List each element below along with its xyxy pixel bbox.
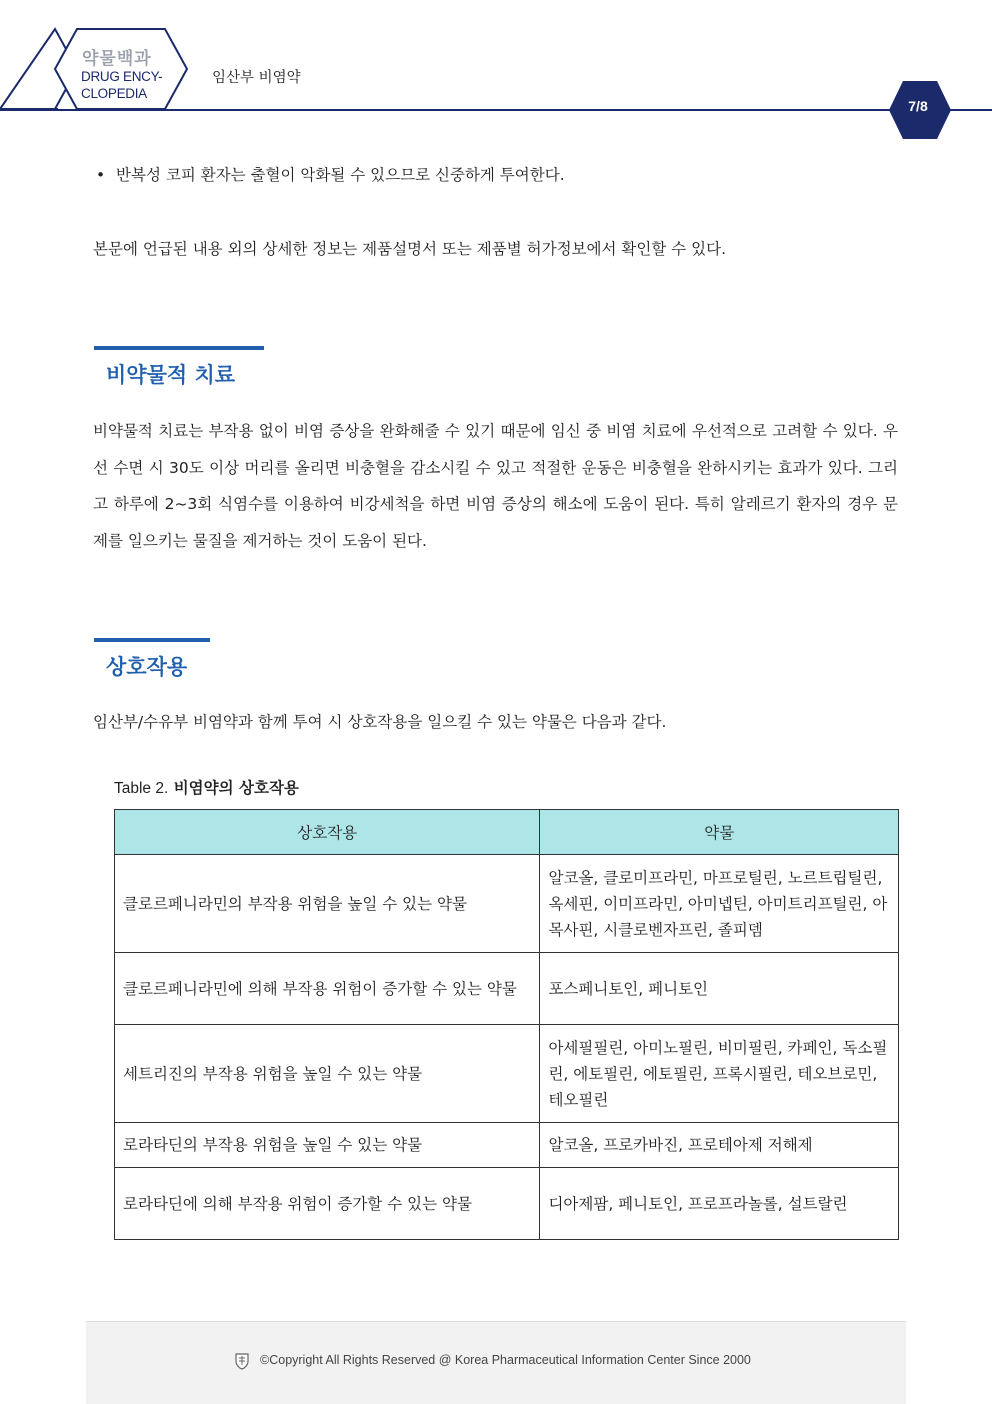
logo-korean: 약물백과 [82,49,152,69]
column-header-interaction: 상호작용 [115,810,540,855]
interaction-cell: 로라타딘에 의해 부작용 위험이 증가할 수 있는 약물 [115,1168,540,1240]
table-caption [114,776,299,798]
interaction-body: 임산부/수유부 비염약과 함께 투여 시 상호작용을 일으킬 수 있는 약물은 다음과 같다. [93,713,667,731]
table-row [115,855,899,953]
interaction-cell: 클로르페니라민의 부작용 위험을 높일 수 있는 약물 [115,855,540,953]
shield-crest-icon [234,1352,250,1370]
table-row [115,1123,899,1168]
drugs-cell: 디아제팜, 페니토인, 프로프라놀롤, 설트랄린 [540,1168,899,1240]
logo-english-line1: DRUG ENCY- [81,69,163,84]
interaction-cell: 로라타딘의 부작용 위험을 높일 수 있는 약물 [115,1123,540,1168]
section-bar-nonpharm [94,346,264,350]
table-title: 비염약의 상호작용 [173,779,299,797]
interaction-cell: 세트리진의 부작용 위험을 높일 수 있는 약물 [115,1025,540,1123]
table-header-row [115,810,899,855]
info-note: 본문에 언급된 내용 외의 상세한 정보는 제품설명서 또는 제품별 허가정보에서 확인할 수 있다. [93,240,727,258]
table-row [115,953,899,1025]
column-header-drugs: 약물 [540,810,899,855]
section-title-interaction: 상호작용 [106,655,188,679]
drugs-cell: 알코올, 클로미프라민, 마프로틸린, 노르트립틸린, 옥세핀, 이미프라민, 아미넵틴, 아미트리프틸린, 아목사핀, 시클로벤자프린, 졸피뎀 [540,855,899,953]
bullet-text: 반복성 코피 환자는 출혈이 악화될 수 있으므로 신중하게 투여한다. [116,166,565,184]
bullet-dot-icon: • [96,166,106,184]
header-divider [0,109,992,111]
interaction-table [114,809,899,1240]
document-title: 임산부 비염약 [212,70,301,86]
table-label: Table 2. [114,780,169,797]
section-bar-interaction [94,638,210,642]
drugs-cell: 포스페니토인, 페니토인 [540,953,899,1025]
drugs-cell: 아세필필린, 아미노필린, 비미필린, 카페인, 독소필린, 에토필린, 에토필린, 프록시필린, 테오브로민, 테오필린 [540,1025,899,1123]
nonpharm-body: 비약물적 치료는 부작용 없이 비염 증상을 완화해줄 수 있기 때문에 임신 중 비염 치료에 우선적으로 고려할 수 있다. 우선 수면 시 30도 이상 머리를 올리면 비충혈을 감소시킬 수 있고 적절한 운동은 비충혈을 완하시키는 효과가 있다. 그리고 하루에 2~3회 식염수를 이용하여 비강세척을 하면 비염 증상의 해소에 도움이 된다. 특히 알레르기 환자의 경우 문제를 일으키는 물질을 제거하는 것이 도움이 된다. [93,422,898,550]
table-row [115,1168,899,1240]
drugs-cell: 알코올, 프로카바진, 프로테아제 저해제 [540,1123,899,1168]
page-number: 7/8 [908,98,928,114]
copyright-text: ©Copyright All Rights Reserved @ Korea Pharmaceutical Information Center Since 2000 [260,1353,751,1367]
interaction-cell: 클로르페니라민에 의해 부작용 위험이 증가할 수 있는 약물 [115,953,540,1025]
logo-english-line2: CLOPEDIA [81,86,147,101]
bullet-item [96,163,565,185]
section-title-nonpharm: 비약물적 치료 [106,363,236,387]
table-row [115,1025,899,1123]
